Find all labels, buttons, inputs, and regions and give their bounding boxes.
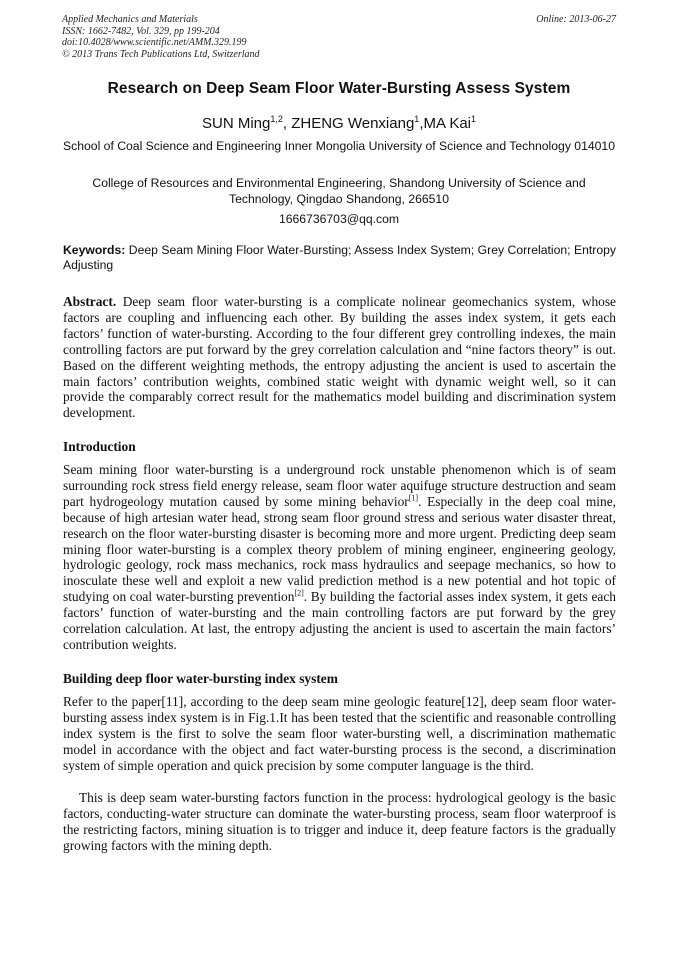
paper-title: Research on Deep Seam Floor Water-Bursting Assess System	[107, 80, 571, 97]
author-2-affil: 1	[414, 114, 420, 124]
abstract	[63, 294, 616, 421]
author-3: ,MA Kai	[419, 115, 471, 132]
intro-text-3: . By building the factorial asses index system, it gets each factors’ function of water-bursting and the main controlling factors are put forward by the grey correlation calculation. At last, the entropy adjusting the ancient is used to ascertain the main factors’ contribution weights.	[63, 589, 617, 652]
journal-header	[62, 14, 616, 60]
keywords-label: Keywords:	[63, 243, 126, 257]
keywords	[63, 243, 616, 273]
online-date: Online: 2013-06-27	[536, 14, 616, 25]
copyright-line: © 2013 Trans Tech Publications Ltd, Switzerland	[62, 48, 260, 60]
keywords-text: Deep Seam Mining Floor Water-Bursting; Assess Index System; Grey Correlation; Entropy Adjusting	[63, 243, 616, 272]
author-1: SUN Ming	[201, 115, 271, 132]
abstract-label: Abstract.	[63, 294, 117, 309]
author-1-affil: 1,2	[270, 114, 283, 124]
author-3-affil: 1	[471, 114, 477, 124]
author-list	[40, 115, 638, 132]
section-heading-introduction: Introduction	[63, 439, 136, 454]
building-paragraph-1: Refer to the paper[11], according to the deep seam mine geologic feature[12], deep seam floor water-bursting assess index system is in Fig.1.It has been tested that the scientific and reasonable controlling index system is the first to solve the seam floor water-bursting well, a discrimination mathematic model in accordance with the object and fact water-bursting process is the second, a discrimination system of simple operation and quick precision by some computer language is the third.	[63, 694, 616, 773]
citation-1: [1]	[408, 493, 419, 503]
author-email: 1666736703@qq.com	[278, 212, 400, 226]
introduction-paragraph	[63, 462, 616, 653]
abstract-text: Deep seam floor water-bursting is a complicate nolinear geomechanics system, whose factors are coupling and influencing each other. By building the asses index system, it gets each factors’ function of water-bursting. According to the four different grey controlling indexes, the main controlling factors are put forward by the grey correlation calculation and “nine factors theory” is out. Based on the different weighting methods, the entropy adjusting the ancient is used to ascertain the main factors’ contribution weights, combined static weight with dynamic weight well, so it can provide the comparably correct result for the mathematics model building and discrimination system development.	[63, 294, 616, 421]
doi-line: doi:10.4028/www.scientific.net/AMM.329.199	[62, 37, 247, 48]
issn-line: ISSN: 1662-7482, Vol. 329, pp 199-204	[62, 25, 220, 37]
citation-2: [2]	[294, 588, 304, 598]
author-2: , ZHENG Wenxiang	[282, 115, 415, 132]
intro-text-2: . Especially in the deep coal mine, because of high artesian water head, strong seam floor ground stress and serious water disaster threat, research on the floor water-bursting disaster is becoming more and more urgent. Predicting deep seam mining floor water-bursting is a complex theory problem of mining engineer, engineering geology, hydrologic geology, rock mass mechanics, rock mass hydraulics and seepage mechanics, so how to inosculate these well and exploit a new valid prediction method is a new potential and hot topic of studying on coal water-bursting prevention	[63, 493, 616, 605]
section-heading-building: Building deep floor water-bursting index system	[63, 671, 338, 686]
intro-text-1: Seam mining floor water-bursting is a underground rock unstable phenomenon which is of seam surrounding rock stress field energy release, seam floor water aquifuge structure destruction and seam part hydrogeology mutation caused by some mining behavior	[63, 462, 616, 509]
affiliation-2: College of Resources and Environmental Engineering, Shandong University of Science and Technology, Qingdao Shandong, 266510	[92, 176, 586, 206]
building-paragraph-2: This is deep seam water-bursting factors function in the process: hydrological geology is the basic factors, conducting-water structure can dominate the water-bursting process, seam floor waterproof is the restricting factors, mining situation is to trigger and induce it, deep feature factors is the gradually growing factors with the mining depth.	[63, 790, 616, 853]
affiliation-1: School of Coal Science and Engineering Inner Mongolia University of Science and Technology 014010	[63, 139, 615, 153]
journal-name: Applied Mechanics and Materials	[62, 14, 198, 25]
